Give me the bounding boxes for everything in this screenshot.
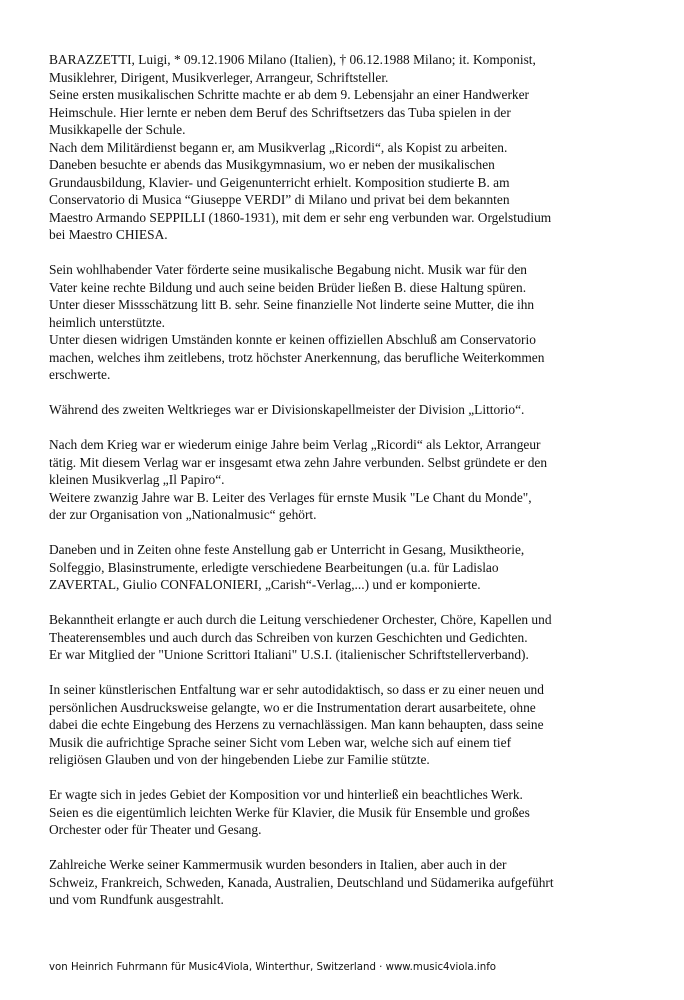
text-line: Daneben und in Zeiten ohne feste Anstellung gab er Unterricht in Gesang, Musiktheorie,: [49, 542, 525, 557]
text-line: BARAZZETTI, Luigi, * 09.12.1906 Milano (Italien), † 06.12.1988 Milano; it. Komponist,: [49, 52, 536, 67]
text-line: Er war Mitglied der "Unione Scrittori Italiani" U.S.I. (italienischer Schriftstellerverband).: [49, 647, 529, 662]
text-line: religiösen Glauben und von der hingebenden Liebe zur Familie stützte.: [49, 752, 430, 767]
text-line: Seien es die eigentümlich leichten Werke für Klavier, die Musik für Ensemble und großes: [49, 804, 530, 820]
text-line: dabei die echte Eingebung des Herzens zu vernachlässigen. Man kann behaupten, dass seine: [49, 717, 544, 732]
text-line: Sein wohlhabender Vater förderte seine musikalische Begabung nicht. Musik war für den: [49, 262, 527, 277]
text-line: Zahlreiche Werke seiner Kammermusik wurden besonders in Italien, aber auch in der: [49, 857, 507, 872]
paragraph: [49, 541, 649, 594]
text-line: heimlich unterstützte.: [49, 314, 166, 330]
text-line: Während des zweiten Weltkrieges war er Divisionskapellmeister der Division „Littorio“.: [49, 402, 525, 417]
text-line: Theaterensembles und auch durch das Schreiben von kurzen Geschichten und Gedichten.: [49, 629, 528, 645]
text-line: Orchester oder für Theater und Gesang.: [49, 822, 262, 837]
text-line: tätig. Mit diesem Verlag war er insgesamt etwa zehn Jahre verbunden. Selbst gründete er den: [49, 454, 548, 470]
text-line: Seine ersten musikalischen Schritte machte er ab dem 9. Lebensjahr an einer Handwerker: [49, 87, 530, 102]
paragraph: [49, 611, 649, 664]
text-line: Unter dieser Missschätzung litt B. sehr. Seine finanzielle Not linderte seine Mutter, die ihn: [49, 297, 535, 312]
text-line: Heimschule. Hier lernte er neben dem Beruf des Schriftsetzers das Tuba spielen in der: [49, 104, 511, 120]
paragraph: [49, 856, 649, 909]
text-line: Daneben besuchte er abends das Musikgymnasium, wo er neben der musikalischen: [49, 157, 495, 172]
text-line: Grundausbildung, Klavier- und Geigenunterricht erhielt. Komposition studierte B. am: [49, 174, 510, 190]
text-line: Bekanntheit erlangte er auch durch die Leitung verschiedener Orchester, Chöre, Kapellen und: [49, 612, 552, 627]
text-line: Solfeggio, Blasinstrumente, erledigte verschiedene Bearbeitungen (u.a. für Ladislao: [49, 559, 499, 575]
text-line: kleinen Musikverlag „Il Papiro“.: [49, 472, 225, 487]
paragraph: [49, 681, 649, 769]
paragraph: [49, 786, 649, 839]
text-line: erschwerte.: [49, 367, 111, 382]
text-line: Conservatorio di Musica “Giuseppe VERDI” di Milano und privat bei dem bekannten: [49, 192, 510, 207]
text-line: Musiklehrer, Dirigent, Musikverleger, Arrangeur, Schriftsteller.: [49, 69, 389, 85]
text-line: Maestro Armando SEPPILLI (1860-1931), mit dem er sehr eng verbunden war. Orgelstudium: [49, 209, 552, 225]
paragraph: [49, 436, 649, 524]
text-line: persönlichen Ausdrucksweise gelangte, wo er die Instrumentation derart ausarbeitete, ohne: [49, 699, 536, 715]
page-footer: von Heinrich Fuhrmann für Music4Viola, Winterthur, Switzerland · www.music4viola.info: [49, 962, 497, 973]
text-line: In seiner künstlerischen Entfaltung war er sehr autodidaktisch, so dass er zu einer neuen und: [49, 682, 544, 697]
text-line: Weitere zwanzig Jahre war B. Leiter des Verlages für ernste Musik "Le Chant du Monde",: [49, 489, 532, 505]
text-line: bei Maestro CHIESA.: [49, 227, 168, 242]
paragraph: [49, 401, 649, 419]
text-line: der zur Organisation von „Nationalmusic“ gehört.: [49, 507, 317, 522]
text-line: Unter diesen widrigen Umständen konnte er keinen offiziellen Abschluß am Conservatorio: [49, 332, 536, 347]
text-line: Nach dem Militärdienst begann er, am Musikverlag „Ricordi“, als Kopist zu arbeiten.: [49, 139, 508, 155]
text-line: Schweiz, Frankreich, Schweden, Kanada, Australien, Deutschland und Südamerika aufgeführt: [49, 874, 554, 890]
paragraph: [49, 51, 649, 244]
text-line: und vom Rundfunk ausgestrahlt.: [49, 892, 224, 907]
text-line: ZAVERTAL, Giulio CONFALONIERI, „Carish“-Verlag,...) und er komponierte.: [49, 577, 481, 592]
text-line: Nach dem Krieg war er wiederum einige Jahre beim Verlag „Ricordi“ als Lektor, Arrangeur: [49, 437, 541, 452]
paragraph: [49, 261, 649, 384]
text-line: machen, welches ihm zeitlebens, trotz höchster Anerkennung, das berufliche Weiterkommen: [49, 349, 545, 365]
text-line: Musik die aufrichtige Sprache seiner Sicht vom Leben war, welche sich auf einem tief: [49, 734, 512, 750]
text-line: Vater keine rechte Bildung und auch seine beiden Brüder ließen B. diese Haltung spüren.: [49, 279, 527, 295]
text-line: Er wagte sich in jedes Gebiet der Komposition vor und hinterließ ein beachtliches Werk.: [49, 787, 523, 802]
document-body: [49, 51, 649, 926]
text-line: Musikkapelle der Schule.: [49, 122, 186, 137]
